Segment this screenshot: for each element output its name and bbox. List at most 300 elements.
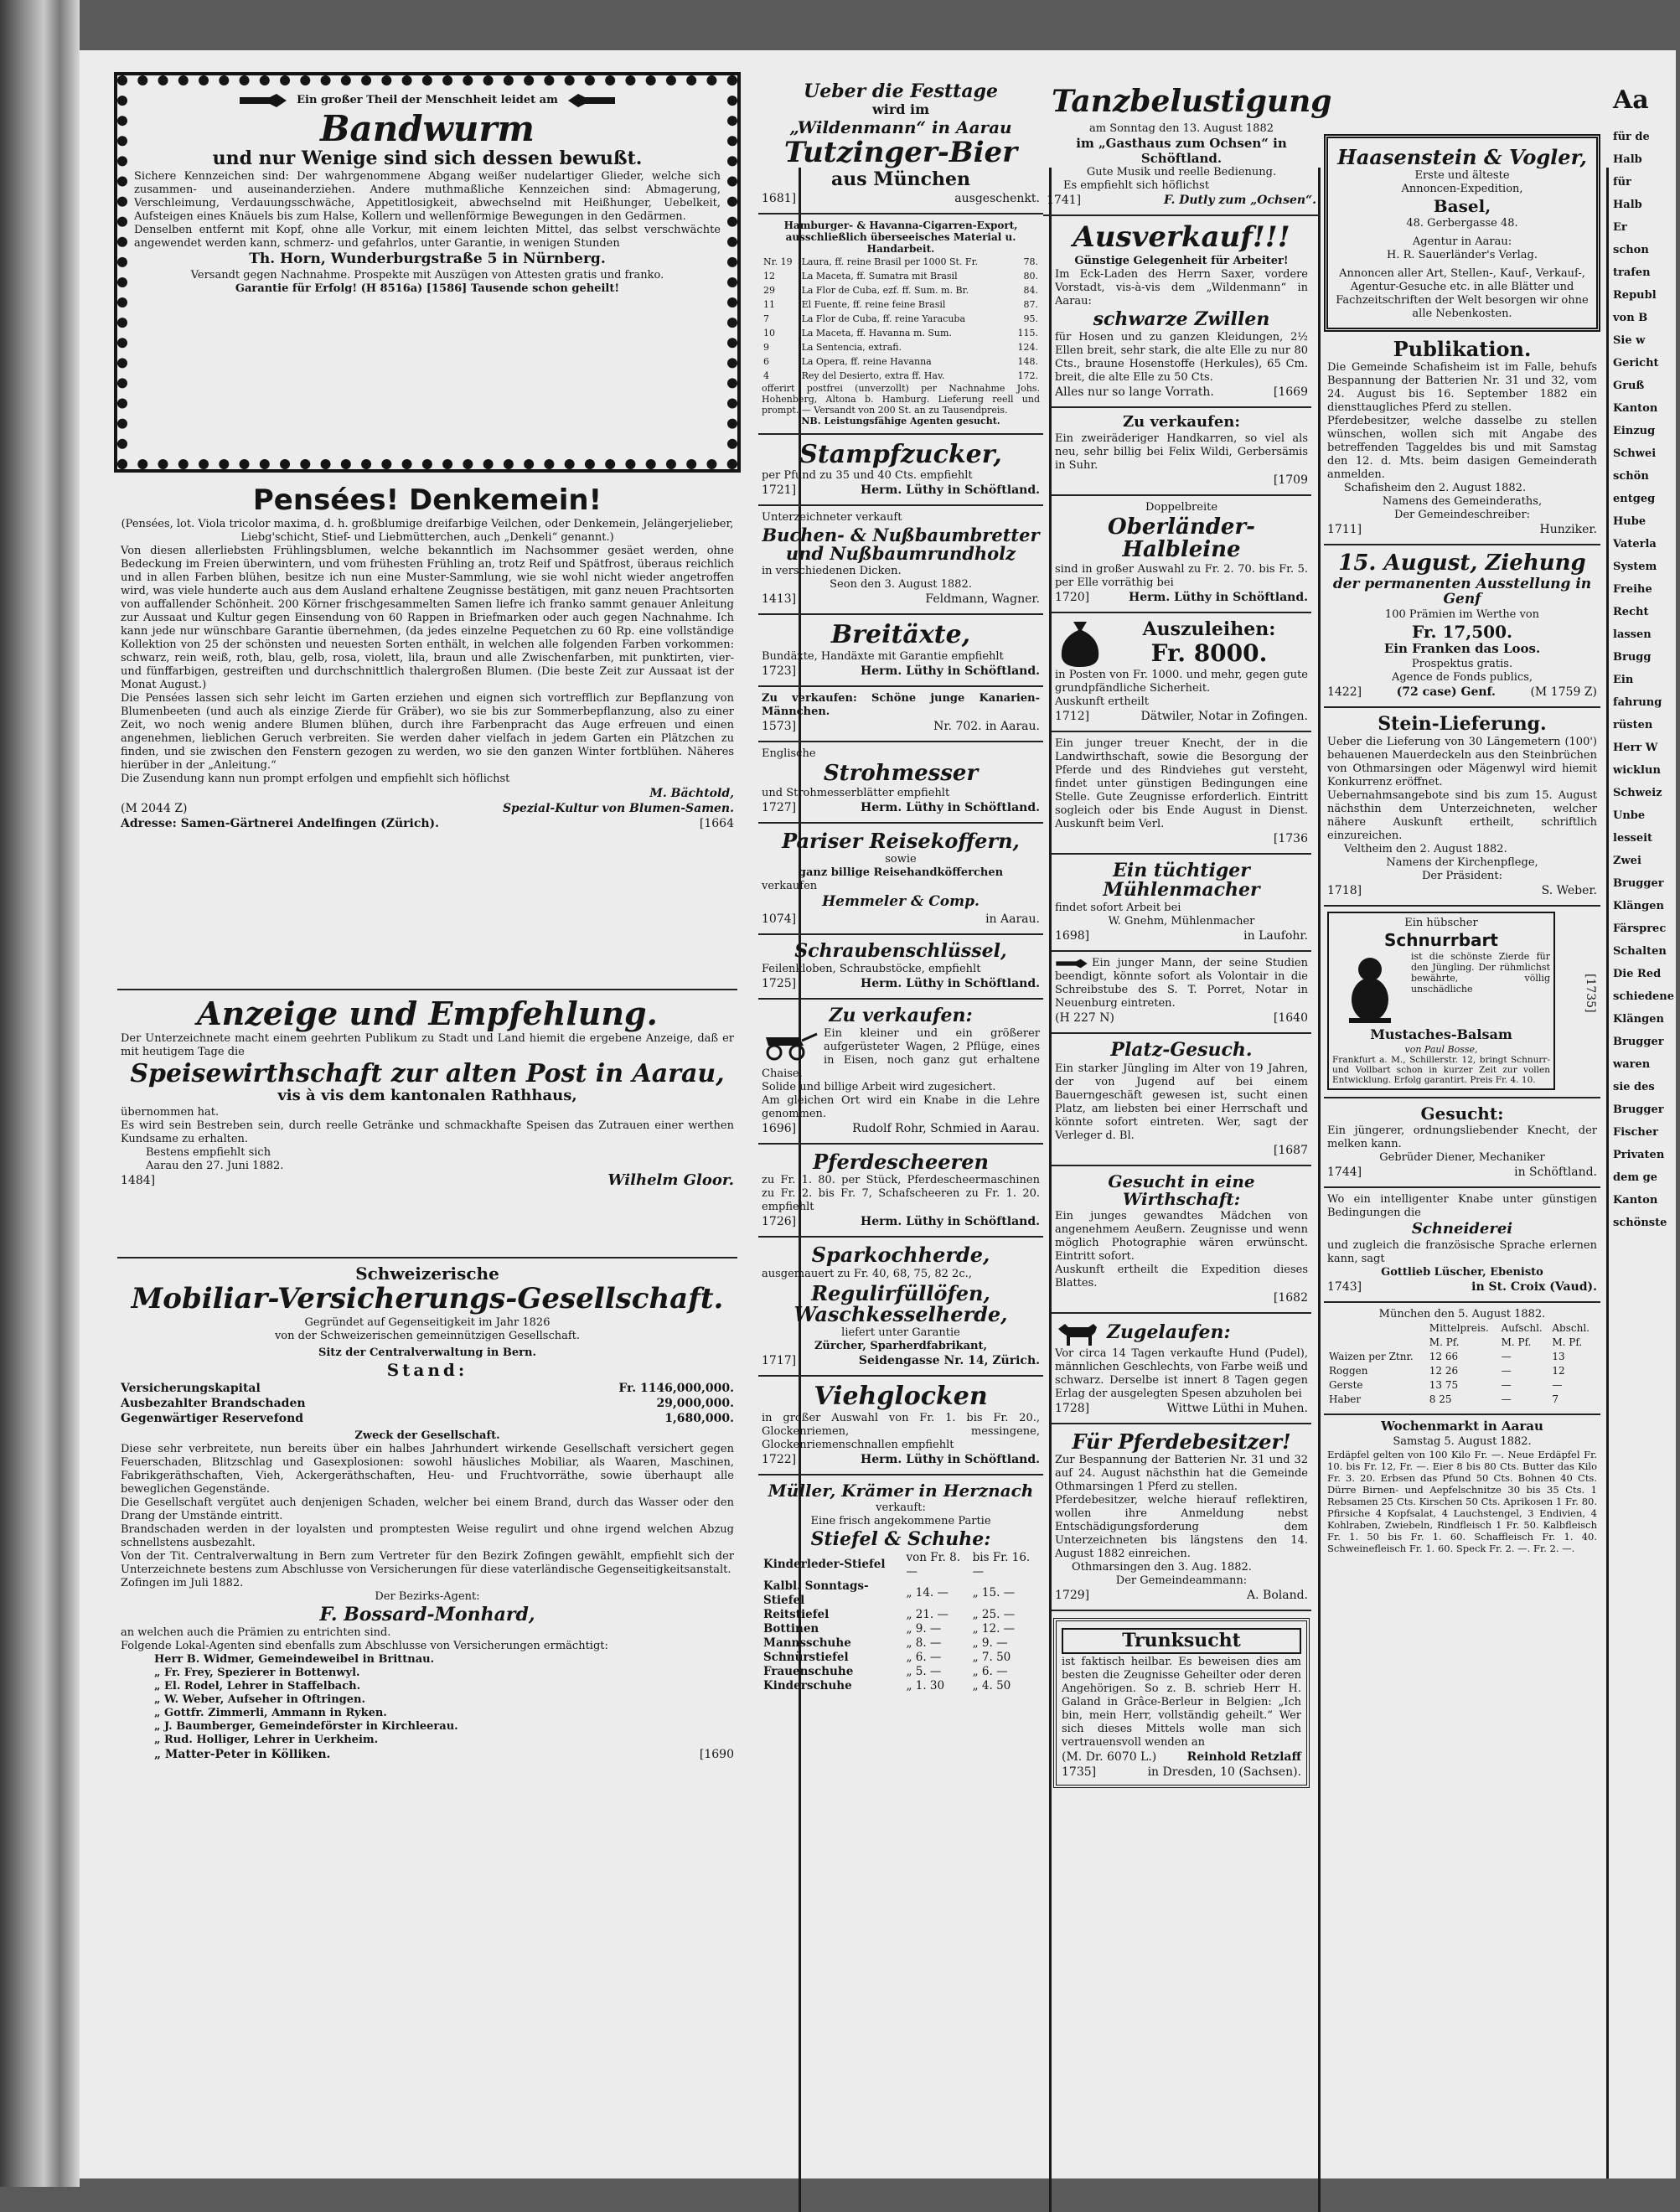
tanz-number: 1741]	[1047, 194, 1082, 207]
partial-line: Sie w	[1613, 334, 1646, 347]
bandwurm-pre: Ein großer Theil der Menschheit leidet am	[297, 94, 558, 106]
ad-schnurrbart	[1324, 907, 1600, 1098]
pointing-hand-icon	[238, 92, 288, 109]
ausv-title: Ausverkauf!!!	[1073, 220, 1290, 254]
mueller-cell-from: „ 14. —	[906, 1586, 949, 1600]
mobiliar-table	[121, 1381, 734, 1426]
markt-row	[1327, 1378, 1597, 1393]
cigarren-text: offerirt postfrei (unverzollt) per Nachnahme Johs. Hohenberg, Altona b. Hamburg. Lieferung reell und prompt. — Versandt von 200 St. an zu Tausendpreis.	[762, 382, 1040, 416]
tanz-signature: F. Dutly zum „Ochsen“.	[1163, 194, 1316, 207]
vieh-title: Viehglocken	[814, 1382, 988, 1412]
lehr-number: 1743]	[1327, 1279, 1362, 1294]
pferdeb-title: Für Pferdebesitzer!	[1072, 1429, 1291, 1454]
haasen-text: H. R. Sauerländer's Verlag.	[1387, 249, 1538, 262]
carriage-icon	[762, 1027, 820, 1061]
geld-number: 1422]	[1327, 685, 1362, 700]
mueller-cell-label: Frauenschuhe	[763, 1664, 854, 1678]
ad-tutzinger	[758, 75, 1043, 214]
stein-role: Der Präsident:	[1422, 870, 1502, 883]
ad-sparkochherde	[758, 1238, 1043, 1377]
markt-table	[1327, 1321, 1597, 1407]
pferdeb-signature: A. Boland.	[1247, 1588, 1308, 1602]
cigarren-cell-n: 12	[763, 270, 775, 282]
stein-date: Veltheim den 2. August 1882.	[1344, 843, 1507, 856]
fest-title: Tutzinger-Bier	[783, 135, 1018, 169]
muehle-text: findet sofort Arbeit bei	[1055, 902, 1181, 915]
ad-muehlenmacher	[1052, 855, 1311, 952]
partial-line: trafen	[1613, 266, 1651, 279]
pensees-text: Die Zusendung kann nun prompt erfolgen und empfiehlt sich höflichst	[121, 772, 510, 785]
pensees-signature: M. Bächtold,	[649, 786, 734, 800]
kanarien-number: 1573]	[762, 719, 797, 733]
geld-ref: (M 1759 Z)	[1530, 685, 1597, 700]
mann-text: Ein junger Mann, der seine Studien beendigt, könnte sofort als Volontair in die Schreibstube des S. T. Porret, Notar in Neuenburg eintreten.	[1055, 957, 1308, 1010]
partial-line: Kanton	[1613, 1194, 1658, 1207]
mobiliar-text: Folgende Lokal-Agenten sind ebenfalls zum Abschlusse von Versicherungen ermächtigt:	[121, 1639, 608, 1652]
mueller-cell-from: „ 8. —	[906, 1636, 942, 1650]
agent-item: „ W. Weber, Aufseher in Oftringen.	[154, 1693, 365, 1706]
pferdesch-title: Pferdescheeren	[813, 1150, 989, 1175]
bandwurm-text: Sichere Kennzeichen sind: Der wahrgenommene Abgang weißer nudelartiger Glieder, welche sich zusammen- und auseinanderziehen. Andere muthmaßliche Kennzeichen sind: Abmagerung, Verschleimung, Verdauungsschwäche, Appetitlosigkeit, abwechselnd mit Heißhunger, Uebelkeit, Aufsteigen eines Knäuels bis zum Halse, Kollern und wellenförmige Bewegungen in den Gedärmen.	[134, 170, 721, 224]
ausv-text: für Hosen und zu ganzen Kleidungen, 2½ Ellen breit, sehr stark, die alte Elle zu nur 80 Cts., braune Hosenstoffe (Herkules), 65 Cm. breit, die alte Elle zu 50 Cts.	[1055, 330, 1308, 384]
stampf-number: 1721]	[762, 483, 797, 498]
buchen-title: Buchen- & Nußbaumbretter und Nußbaumrundholz	[762, 525, 1040, 565]
agent-item: „ El. Rodel, Lehrer in Staffelbach.	[154, 1679, 361, 1693]
haasen-text: Agentur in Aarau:	[1412, 235, 1512, 249]
partial-line: Einzug	[1613, 425, 1656, 437]
spar-signature: Zürcher, Sparherdfabrikant,	[814, 1340, 988, 1353]
stroh-pre: Englische	[762, 747, 816, 760]
cigarren-title: Hamburger- & Havanna-Cigarren-Export, ausschließlich überseeisches Material u. Handarbeit.	[783, 219, 1018, 255]
ausz-amount: Fr. 8000.	[1150, 639, 1268, 668]
markt-col: Abschl.	[1552, 1321, 1590, 1334]
mobiliar-text: Diese sehr verbreitete, nun bereits über ein halbes Jahrhundert wirkende Gesellschaft versichert gegen Feuerschaden, Blitzschlag und Gasexplosionen: sowohl häusliches Mobiliar, als Waaren, Maschinen, Fabrikgeräthschaften, Vieh, Ackergeräthschaften, Heu- und Fruchtvorräthe, sowie überhaupt alle beweglichen Gegenstände.	[121, 1442, 734, 1496]
cigarren-cell-name: Laura, ff. reine Brasil per 1000 St. Fr.	[801, 256, 979, 267]
pointing-hand-icon	[566, 92, 617, 109]
verk-text: Ein kleiner und ein größerer aufgerüsteter Wagen, 2 Pflüge, eines in Eisen, noch ganz gut erhaltene Chaise.	[762, 1027, 1040, 1081]
markt-cell-a: 12 66	[1429, 1350, 1459, 1362]
spar-address: Seidengasse Nr. 14, Zürich.	[858, 1354, 1040, 1368]
partial-line: Brugg	[1613, 651, 1652, 664]
publ-title: Publikation.	[1393, 337, 1532, 362]
tanz-text: im „Gasthaus zum Ochsen“ in Schöftland.	[1076, 136, 1287, 166]
ad-anzeige	[117, 990, 737, 1258]
partial-line: fahrung	[1613, 696, 1662, 709]
ausz-signature: Dätwiler, Notar in Zofingen.	[1140, 710, 1308, 724]
markt-cell-c: 13	[1552, 1350, 1565, 1362]
fest-line: „Wildenmann“ in Aarau	[789, 116, 1012, 137]
anzeige-text: Es wird sein Bestreben sein, durch reelle Getränke und schmackhafte Speisen das Zutrauen einer werthen Kundsame zu erhalten.	[121, 1119, 734, 1146]
mann-number: [1640	[1273, 1011, 1308, 1026]
schnurr-text: Frankfurt a. M., Schillerstr. 12, bringt Schnurr- und Vollbart schon in kurzer Zeit zur vollen Entwicklung. Erfolg garantirt. Preis Fr. 4. 10.	[1332, 1055, 1550, 1085]
mueller-cell-to: „ 25. —	[972, 1607, 1016, 1621]
spar-text: ausgemauert zu Fr. 40, 68, 75, 82 2c.,	[762, 1267, 972, 1280]
agent-item: „ Gottfr. Zimmerli, Ammann in Ryken.	[154, 1706, 387, 1719]
lehr-signature: Gottlieb Lüscher, Ebenisto	[1381, 1265, 1543, 1279]
mobiliar-date: Zofingen im Juli 1882.	[121, 1576, 244, 1589]
partial-line: Gericht	[1613, 357, 1659, 370]
fest-number: 1681]	[762, 191, 797, 205]
markt-cell-a: 12 26	[1429, 1364, 1459, 1377]
gesucht-number: 1744]	[1327, 1165, 1362, 1179]
agent-item: „ Matter-Peter in Kölliken.	[154, 1747, 331, 1761]
cigarren-row	[762, 369, 1040, 383]
row-value: 29,000,000.	[656, 1396, 734, 1410]
hand-number: [1709	[1273, 473, 1308, 487]
koffer-number: 1074]	[762, 912, 797, 927]
cigarren-cell-name: La Flor de Cuba, ff. reine Yaracuba	[801, 313, 966, 324]
mobiliar-stand: Stand:	[386, 1359, 468, 1380]
vieh-signature: Herm. Lüthy in Schöftland.	[861, 1452, 1040, 1466]
agent-item: „ J. Baumberger, Gemeindeförster in Kirchleerau.	[154, 1719, 458, 1733]
ad-handkarren	[1052, 408, 1311, 496]
verk-title: Zu verkaufen:	[829, 1005, 973, 1027]
column-2	[758, 75, 1043, 2137]
stroh-text: und Strohmesserblätter empfiehlt	[762, 787, 950, 800]
ad-kanarien	[758, 687, 1043, 742]
markt-cell-c: 12	[1552, 1364, 1565, 1377]
cigarren-cell-name: La Flor de Cuba, ezf. ff. Sum. m. Br.	[801, 284, 969, 296]
mueller-cell-label: Reitstiefel	[763, 1607, 830, 1621]
ad-reisekoffern	[758, 824, 1043, 935]
ad-auszuleihen	[1052, 613, 1311, 732]
mueller-row	[762, 1608, 1040, 1622]
ad-mueller	[758, 1476, 1043, 1698]
mobiliar-pre: Schweizerische	[355, 1264, 499, 1284]
markt-sub: M. Pf.	[1501, 1336, 1532, 1348]
ad-knecht	[1052, 732, 1311, 855]
verk-number: 1696]	[762, 1122, 797, 1136]
mueller-row	[762, 1651, 1040, 1665]
geld-text: (72 case) Genf.	[1396, 685, 1496, 700]
cigarren-cell-name: La Maceta, ff. Havanna m. Sum.	[801, 327, 952, 339]
cigarren-nb: NB. Leistungsfähige Agenten gesucht.	[801, 415, 1000, 426]
mueller-cell-from: „ 5. —	[906, 1664, 942, 1678]
cigarren-cell-n: 4	[763, 370, 769, 381]
market-aarau	[1324, 1415, 1600, 1558]
kanarien-signature: Nr. 702. in Aarau.	[933, 719, 1040, 733]
mobiliar-sub: von der Schweizerischen gemeinnützigen Gesellschaft.	[274, 1329, 581, 1342]
mobiliar-text: Brandschaden werden in der loyalsten und promptesten Weise regulirt und ohne irgend welchen Abzug schnellstens ausbezahlt.	[121, 1522, 734, 1549]
ad-haasenstein	[1324, 134, 1600, 332]
column-1	[117, 75, 737, 2137]
ausv-text: Im Eck-Laden des Herrn Saxer, vordere Vorstadt, vis-à-vis dem „Wildenmann“ in Aarau:	[1055, 267, 1308, 308]
haasen-text: Annoncen aller Art, Stellen-, Kauf-, Verkauf-, Agentur-Gesuche etc. in alle Blätter und Fachzeitschriften der Welt besorgen wir ohne alle Nebenkosten.	[1336, 267, 1589, 321]
ad-halbleine	[1052, 496, 1311, 614]
partial-line: dem ge	[1613, 1171, 1658, 1184]
pensees-text: Die Pensées lassen sich sehr leicht im Garten erziehen und eignen sich vortrefflich zur Bepflanzung von Blumenbeeten (und auch als einzige Zierde für Gräber), wo sie bis zur Sommerbepflanzung, also zu einer Zeit, wo noch wenig andere Blumen blühen, durch ihre Farbenpracht das Auge erfreuen und einen angenehmen, lieblichen Geruch verbreiten. Sie werden daher vielfach in jedem Garten ein Plätzchen zu finden, und sie zwischen den Fenstern gezogen zu werden, wo sie den ganzen Winter fortblühen. Näheres hierüber in der „Anleitung.“	[121, 691, 734, 772]
markt-cell-a: 13 75	[1429, 1378, 1459, 1391]
stroh-number: 1727]	[762, 801, 797, 815]
markt-cell-label: Waizen per Ztnr.	[1329, 1350, 1414, 1362]
hund-signature: Wittwe Lüthi in Muhen.	[1166, 1401, 1308, 1415]
hund-title: Zugelaufen:	[1107, 1321, 1231, 1343]
ad-viehglocken	[758, 1377, 1043, 1476]
markt-cell-c: 7	[1552, 1393, 1559, 1405]
partial-line: Ein	[1613, 674, 1634, 686]
row-value: Fr. 1146,000,000.	[618, 1381, 734, 1395]
cigarren-cell-name: La Maceta, ff. Sumatra mit Brasil	[801, 270, 958, 282]
anzeige-date: Aarau den 27. Juni 1882.	[146, 1160, 284, 1173]
markt-col	[1327, 1321, 1428, 1336]
anzeige-title: Anzeige und Empfehlung.	[197, 995, 658, 1032]
muehle-place: in Laufohr.	[1243, 929, 1308, 943]
mueller-cell-from: „ 21. —	[906, 1607, 949, 1621]
partial-line: Zwei	[1613, 855, 1641, 867]
markt-cell-b: —	[1501, 1364, 1512, 1377]
cigarren-table	[762, 255, 1040, 383]
mueller-cell-label: Kinderschuhe	[763, 1678, 852, 1693]
pensees-subtitle: (Pensées, lot. Viola tricolor maxima, d. h. großblumige dreifarbige Veilchen, oder Denkemein, Jelängerjelieber, Liebg'schicht, Stief- und Liebmütterchen, auch „Denkeli“ genannt.)	[121, 517, 734, 544]
mobiliar-agents	[121, 1653, 734, 1762]
ad-cigarren	[758, 214, 1043, 435]
platz-title: Platz-Gesuch.	[1110, 1039, 1253, 1062]
mueller-cell-from: „ 6. —	[906, 1650, 942, 1664]
partial-line: Schweiz	[1613, 787, 1662, 799]
cigarren-row	[762, 269, 1040, 283]
partial-line: Unbe	[1613, 809, 1646, 822]
mobiliar-row	[121, 1396, 734, 1411]
ad-ausverkauf	[1052, 216, 1311, 408]
partial-line: Hube	[1613, 515, 1646, 528]
halb-text: sind in großer Auswahl zu Fr. 2. 70. bis Fr. 5. per Elle vorräthig bei	[1055, 563, 1308, 590]
pointing-hand-icon	[1055, 957, 1088, 970]
pferdesch-number: 1726]	[762, 1215, 797, 1229]
ad-gesucht-knecht	[1324, 1098, 1600, 1188]
ausv-number: [1669	[1273, 385, 1308, 399]
stein-signature: S. Weber.	[1541, 884, 1597, 898]
pensees-role: Spezial-Kultur von Blumen-Samen.	[502, 801, 734, 815]
partial-line: Aa	[1613, 85, 1649, 115]
spar-title2: Regulirfüllöfen, Waschkesselherde,	[793, 1280, 1008, 1326]
cigarren-row	[762, 326, 1040, 340]
cigarren-cell-price: 78.	[1023, 256, 1038, 267]
cigarren-cell-name: La Sentencia, extrafi.	[801, 341, 902, 353]
trunk-signature: Reinhold Retzlaff	[1186, 1749, 1301, 1764]
cigarren-row	[762, 312, 1040, 326]
markt-sub: M. Pf.	[1552, 1336, 1583, 1348]
gesucht-place: in Schöftland.	[1514, 1165, 1597, 1179]
pensees-number: [1664	[699, 816, 734, 830]
wochen-date: Samstag 5. August 1882.	[1393, 1434, 1532, 1448]
stroh-signature: Herm. Lüthy in Schöftland.	[861, 801, 1040, 815]
geld-text: 100 Prämien im Werthe von	[1384, 608, 1540, 622]
buchen-date: Seon den 3. August 1882.	[830, 578, 972, 592]
stein-text: Uebernahmsangebote sind bis zum 15. August nächsthin dem Unterzeichneten, welcher nähere Auskunft ertheilt, schriftlich einzureichen.	[1327, 789, 1597, 843]
agent-item: „ Fr. Frey, Spezierer in Bottenwyl.	[154, 1666, 360, 1679]
markt-cell-b: —	[1501, 1350, 1512, 1362]
mueller-cell-to: „ 6. —	[972, 1664, 1008, 1678]
partial-line: Brugger	[1613, 877, 1664, 890]
stein-number: 1718]	[1327, 884, 1362, 898]
partial-line: Gruß	[1613, 380, 1645, 392]
tanz-text: Es empfiehlt sich höflichst	[1063, 179, 1210, 192]
platz-number: [1687	[1273, 1143, 1308, 1157]
fest-line: aus München	[830, 168, 971, 190]
lehr-place: in St. Croix (Vaud).	[1471, 1279, 1597, 1294]
geld-title: 15. August, Ziehung	[1338, 550, 1586, 576]
anzeige-big: Speisewirthschaft zur alten Post in Aarau,	[130, 1058, 725, 1088]
geld-text: Ein Franken das Loos.	[1383, 641, 1541, 657]
bear-illustration	[1332, 951, 1408, 1026]
koffer-text: verkaufen	[762, 880, 818, 893]
wirth-title: Gesucht in eine Wirthschaft:	[1108, 1171, 1255, 1209]
ad-steinlieferung	[1324, 708, 1600, 907]
mueller-cell-to: „ 4. 50	[972, 1678, 1011, 1693]
lehr-text: und zugleich die französische Sprache erlernen kann, sagt	[1327, 1238, 1597, 1265]
pensees-ref: (M 2044 Z)	[121, 801, 188, 815]
schnurr-text: ist die schönste Zierde für den Jüngling. Der rühmlichst bewährte, völlig unschädliche	[1411, 951, 1550, 995]
market-muenchen	[1324, 1303, 1600, 1415]
cigarren-row	[762, 297, 1040, 312]
gesucht-text: Ein jüngerer, ordnungsliebender Knecht, der melken kann.	[1327, 1124, 1597, 1150]
ad-pferdebesitzer	[1052, 1424, 1311, 1611]
cigarren-row	[762, 354, 1040, 369]
partial-line: schon	[1613, 244, 1649, 256]
publ-text: Die Gemeinde Schafisheim ist im Falle, behufs Bespannung der Batterien Nr. 31 und 32, vom 24. August bis 16. September 1882 ein diensttaugliches Pferd zu stellen.	[1327, 361, 1597, 415]
partial-line: Schwei	[1613, 447, 1657, 460]
halb-signature: Herm. Lüthy in Schöftland.	[1129, 591, 1308, 605]
ad-buchen	[758, 506, 1043, 615]
bandwurm-garantie: Garantie für Erfolg! (H 8516a) [1586] Tausende schon geheilt!	[235, 282, 620, 296]
mueller-cell-from: von Fr. 8. —	[906, 1550, 961, 1579]
ausv-text: Alles nur so lange Vorrath.	[1055, 385, 1214, 399]
markt-cell-label: Gerste	[1329, 1378, 1363, 1391]
schraub-signature: Herm. Lüthy in Schöftland.	[861, 977, 1040, 991]
row-label: Gegenwärtiger Reservefond	[121, 1411, 304, 1425]
partial-line: Herr W	[1613, 742, 1658, 754]
breit-title: Breitäxte,	[830, 620, 971, 650]
cigarren-cell-n: 6	[763, 355, 769, 367]
buchen-text: in verschiedenen Dicken.	[762, 565, 902, 578]
anzeige-number: 1484]	[121, 1174, 156, 1188]
column-4	[1324, 75, 1600, 2137]
ad-trunksucht	[1053, 1618, 1310, 1788]
partial-line: Republ	[1613, 289, 1657, 302]
wirth-text: Auskunft ertheilt die Expedition dieses Blattes.	[1055, 1263, 1308, 1289]
schnurr-title: Schnurrbart	[1384, 930, 1498, 951]
publ-text: Pferdebesitzer, welche dasselbe zu stellen wünschen, wollen sich mit Angabe des betreffenden Taggeldes bis und mit Samstag den 12. d. Mts. beim dasigen Gemeinderath anmelden.	[1327, 415, 1597, 482]
knecht-text: Ein junger treuer Knecht, der in die Landwirthschaft, sowie die Besorgung der Pferde und des Rindviehes gut versteht, findet unter günstigen Bedingungen eine Stelle. Gute Zeugnisse erforderlich. Eintritt sogleich oder bis Ende August in Dienst. Auskunft beim Verl.	[1055, 737, 1308, 831]
mobiliar-agent-label: Der Bezirks-Agent:	[375, 1589, 480, 1603]
ausz-text: Auskunft ertheilt	[1055, 695, 1149, 709]
wirth-number: [1682	[1273, 1290, 1308, 1305]
cigarren-cell-price: 148.	[1017, 355, 1038, 367]
stein-role: Namens der Kirchenpflege,	[1386, 856, 1538, 870]
ad-stampfzucker	[758, 435, 1043, 507]
spar-title: Sparkochherde,	[811, 1243, 990, 1268]
cigarren-cell-n: 29	[763, 284, 775, 296]
mueller-row	[762, 1551, 1040, 1579]
markt-cell-label: Roggen	[1329, 1364, 1368, 1377]
koffer-place: in Aarau.	[985, 912, 1040, 927]
partial-line: Halb	[1613, 199, 1642, 211]
cigarren-row	[762, 340, 1040, 354]
trunk-ref: (M. Dr. 6070 L.)	[1062, 1749, 1157, 1764]
partial-line: waren	[1613, 1058, 1651, 1071]
cigarren-row	[762, 283, 1040, 297]
halb-number: 1720]	[1055, 591, 1090, 605]
markt-row	[1327, 1393, 1597, 1407]
stein-text: Ueber die Lieferung von 30 Längemetern (100') behauenen Mauerdeckeln aus den Steinbrüchen von Othmarsingen oder Mägenwyl wird hiemit Konkurrenz eröffnet.	[1327, 736, 1597, 789]
stampf-text: per Pfund zu 35 und 40 Cts. empfiehlt	[762, 469, 973, 483]
cigarren-cell-n: Nr. 19	[763, 256, 793, 267]
mueller-table	[762, 1551, 1040, 1693]
mobiliar-number: [1690	[699, 1747, 734, 1761]
ad-tanzbelustigung	[1043, 75, 1332, 216]
verk-text: Am gleichen Ort wird ein Knabe in die Lehre genommen.	[762, 1094, 1040, 1121]
stampf-title: Stampfzucker,	[799, 439, 1002, 469]
ad-bandwurm	[117, 75, 737, 469]
halb-title: Oberländer-Halbleine	[1108, 514, 1255, 562]
wochen-text: Erdäpfel gelten von 100 Kilo Fr. —. Neue Erdäpfel Fr. 10. bis Fr. 12, Fr. —. Eier 8 bis 80 Cts. Butter das Kilo Fr. 3. 20. Erbsen das Pfund 50 Cts. Bohnen 40 Cts. Dürre Birnen- und Aepfelschnitze 30 bis 35 Cts. 1 Rebsamen 25 Cts. Kirschen 50 Cts. Aprikosen 1 Fr. 80. Pfirsiche 4 Kopfsalat, 4 Lauchstengel, 3 Endivien, 4 Kohlraben, Zwiebeln, Rindfleisch 1 Fr. 50. Kalbfleisch Fr. 1. 50 bis Fr. 1. 60. Schaffleisch Fr. 1. 40. Schweinefleisch Fr. 1. 60. Speck Fr. 2. —. Fr. 2. —.	[1327, 1448, 1597, 1554]
bandwurm-title: Bandwurm	[320, 108, 535, 149]
wirth-text: Ein junges gewandtes Mädchen von angenehmem Aeußern. Zeugnisse und wenn möglich Photographie wären erwünscht. Eintritt sofort.	[1055, 1209, 1308, 1263]
markt-sub	[1327, 1336, 1428, 1350]
mueller-cell-to: „ 7. 50	[972, 1650, 1011, 1664]
mobiliar-text: Die Gesellschaft vergütet auch denjenigen Schaden, welcher bei einem Brand, durch das Wasser oder den Drang der Umstände eintritt.	[121, 1496, 734, 1522]
gesucht-title: Gesucht:	[1420, 1103, 1504, 1124]
mobiliar-row	[121, 1411, 734, 1426]
breit-number: 1723]	[762, 664, 797, 678]
lehr-title: Schneiderei	[1411, 1220, 1513, 1238]
cigarren-cell-price: 84.	[1023, 284, 1038, 296]
markt-title: München den 5. August 1882.	[1378, 1307, 1546, 1320]
markt-row	[1327, 1364, 1597, 1378]
partial-line: Die Red	[1613, 968, 1662, 980]
row-label: Versicherungskapital	[121, 1381, 261, 1395]
haasen-title: Haasenstein & Vogler,	[1337, 145, 1587, 169]
anzeige-text: Bestens empfiehlt sich	[146, 1146, 271, 1160]
mueller-cell-to: „ 12. —	[972, 1621, 1016, 1636]
mueller-cell-to: „ 15. —	[972, 1586, 1016, 1600]
mueller-text: verkauft:	[876, 1501, 926, 1514]
geld-subtitle: der permanenten Ausstellung in Genf	[1332, 575, 1592, 607]
hand-text: Ein zweiräderiger Handkarren, so viel als neu, sehr billig bei Felix Wildi, Gerbersämis in Suhr.	[1055, 432, 1308, 472]
koffer-text: ganz billige Reisehandköfferchen	[798, 866, 1004, 880]
partial-line: schön	[1613, 470, 1649, 483]
ad-ziehung	[1324, 545, 1600, 708]
haasen-text: 48. Gerbergasse 48.	[1406, 217, 1518, 230]
markt-cell-label: Haber	[1329, 1393, 1362, 1405]
geld-text: Prospektus gratis.	[1411, 658, 1513, 671]
vieh-text: in großer Auswahl von Fr. 1. bis Fr. 20., Glockenriemen, messingene, Glockenriemenschnallen empfiehlt	[762, 1411, 1040, 1451]
markt-cell-a: 8 25	[1429, 1393, 1452, 1405]
fest-line: Ueber die Festtage	[804, 80, 998, 102]
halb-pre: Doppelbreite	[1145, 500, 1218, 514]
partial-line: Brugger	[1613, 1036, 1664, 1048]
pferdeb-role: Der Gemeindeammann:	[1115, 1574, 1248, 1587]
cigarren-cell-price: 115.	[1017, 327, 1038, 339]
partial-line: System	[1613, 561, 1657, 573]
tanz-title: Tanzbelustigung	[1052, 84, 1332, 119]
mueller-cell-label: Mannsschuhe	[763, 1636, 851, 1650]
buchen-pre: Unterzeichneter verkauft	[762, 511, 902, 525]
platz-text: Ein starker Jüngling im Alter von 19 Jahren, der von Jugend auf bei einem Bauerngeschäft gewesen ist, sucht einen Platz, am liebsten bei einer Herrschaft und könnte sofort eintreten. Wer, sagt der Verleger d. Bl.	[1055, 1062, 1308, 1142]
cigarren-cell-price: 80.	[1023, 270, 1038, 282]
ad-pensees	[117, 479, 737, 990]
pensees-title: Pensées! Denkemein!	[252, 483, 602, 517]
mobiliar-title: Mobiliar-Versicherungs-Gesellschaft.	[131, 1282, 724, 1315]
cigarren-cell-price: 87.	[1023, 298, 1038, 310]
koffer-text: sowie	[885, 853, 917, 866]
ausv-title2: schwarze Zwillen	[1093, 308, 1270, 330]
column-5-partial	[1613, 75, 1680, 2137]
ausz-title: Auszuleihen:	[1142, 618, 1276, 641]
publ-role: Der Gemeindeschreiber:	[1393, 509, 1531, 522]
agent-item: „ Rud. Holliger, Lehrer in Uerkheim.	[154, 1733, 379, 1746]
anzeige-signature: Wilhelm Gloor.	[607, 1171, 734, 1190]
